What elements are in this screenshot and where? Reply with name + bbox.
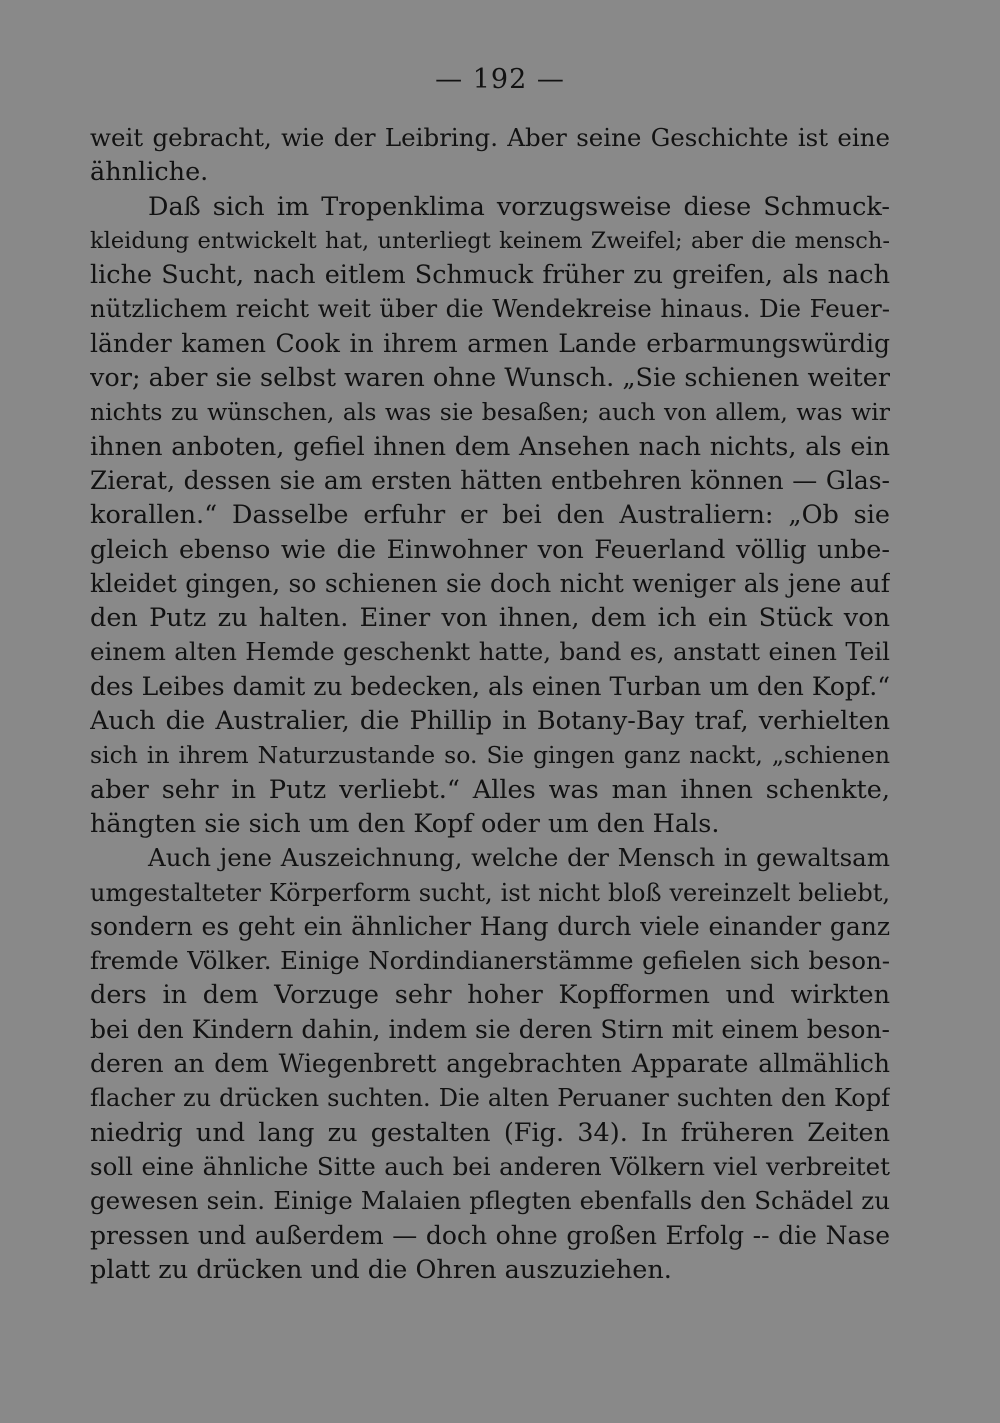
text-line: sondern es geht ein ähnlicher Hang durch viele einander ganz — [90, 911, 890, 941]
body-text — [90, 121, 890, 1287]
text-line: sich in ihrem Naturzustande so. Sie gingen ganz nackt, „schienen — [90, 741, 890, 770]
text-line: soll eine ähnliche Sitte auch bei anderen Völkern viel verbreitet — [90, 1151, 890, 1181]
text-line: kleidung entwickelt hat, unterliegt keinem Zweifel; aber die mensch- — [90, 227, 890, 254]
text-line: Auch jene Auszeichnung, welche der Mensch in gewaltsam — [148, 843, 890, 873]
text-line: ihnen anboten, gefiel ihnen dem Ansehen nach nichts, als ein — [90, 431, 890, 462]
text-line: Auch die Australier, die Phillip in Botany-Bay traf, verhielten — [90, 706, 890, 737]
text-line: liche Sucht, nach eitlem Schmuck früher zu greifen, als nach — [90, 260, 890, 291]
text-line: Daß sich im Tropenklima vorzugsweise diese Schmuck- — [148, 191, 890, 222]
text-line: nützlichem reicht weit über die Wendekreise hinaus. Die Feuer- — [90, 294, 890, 324]
text-line: hängten sie sich um den Kopf oder um den Hals. — [90, 808, 720, 839]
text-line: aber sehr in Putz verliebt.“ Alles was man ihnen schenkte, — [90, 774, 890, 805]
text-line: platt zu drücken und die Ohren auszuziehen. — [90, 1254, 672, 1285]
text-line: des Leibes damit zu bedecken, als einen Turban um den Kopf.“ — [90, 671, 890, 701]
text-line: flacher zu drücken suchten. Die alten Peruaner suchten den Kopf — [90, 1084, 890, 1113]
page-number: — 192 — — [435, 64, 565, 95]
text-line: Zierat, dessen sie am ersten hätten entbehren können — Glas- — [90, 465, 890, 495]
text-line: pressen und außerdem — doch ohne großen Erfolg -- die Nase — [90, 1220, 890, 1250]
text-line: ders in dem Vorzuge sehr hoher Kopfformen und wirkten — [90, 980, 890, 1011]
text-line: korallen.“ Dasselbe erfuhr er bei den Australiern: „Ob sie — [90, 500, 890, 531]
text-line: umgestalteter Körperform sucht, ist nicht bloß vereinzelt beliebt, — [90, 878, 890, 907]
text-line: gewesen sein. Einige Malaien pflegten ebenfalls den Schädel zu — [90, 1186, 890, 1216]
text-line: länder kamen Cook in ihrem armen Lande erbarmungswürdig — [90, 328, 890, 358]
text-line: kleidet gingen, so schienen sie doch nicht weniger als jene auf — [90, 568, 890, 598]
text-line: einem alten Hemde geschenkt hatte, band es, anstatt einen Teil — [90, 637, 890, 667]
text-line: ähnliche. — [90, 157, 209, 188]
text-line: vor; aber sie selbst waren ohne Wunsch. „Sie schienen weiter — [90, 363, 890, 394]
text-line: den Putz zu halten. Einer von ihnen, dem ich ein Stück von — [90, 603, 890, 634]
text-line: niedrig und lang zu gestalten (Fig. 34). In früheren Zeiten — [90, 1117, 890, 1148]
text-line: nichts zu wünschen, als was sie besaßen; auch von allem, was wir — [90, 398, 890, 427]
text-line: bei den Kindern dahin, indem sie deren Stirn mit einem beson- — [90, 1014, 890, 1044]
text-line: fremde Völker. Einige Nordindianerstämme gefielen sich beson- — [90, 946, 890, 976]
text-line: gleich ebenso wie die Einwohner von Feuerland völlig unbe- — [90, 534, 890, 565]
text-line: deren an dem Wiegenbrett angebrachten Apparate allmählich — [90, 1049, 890, 1079]
text-line: weit gebracht, wie der Leibring. Aber seine Geschichte ist eine — [90, 123, 890, 152]
